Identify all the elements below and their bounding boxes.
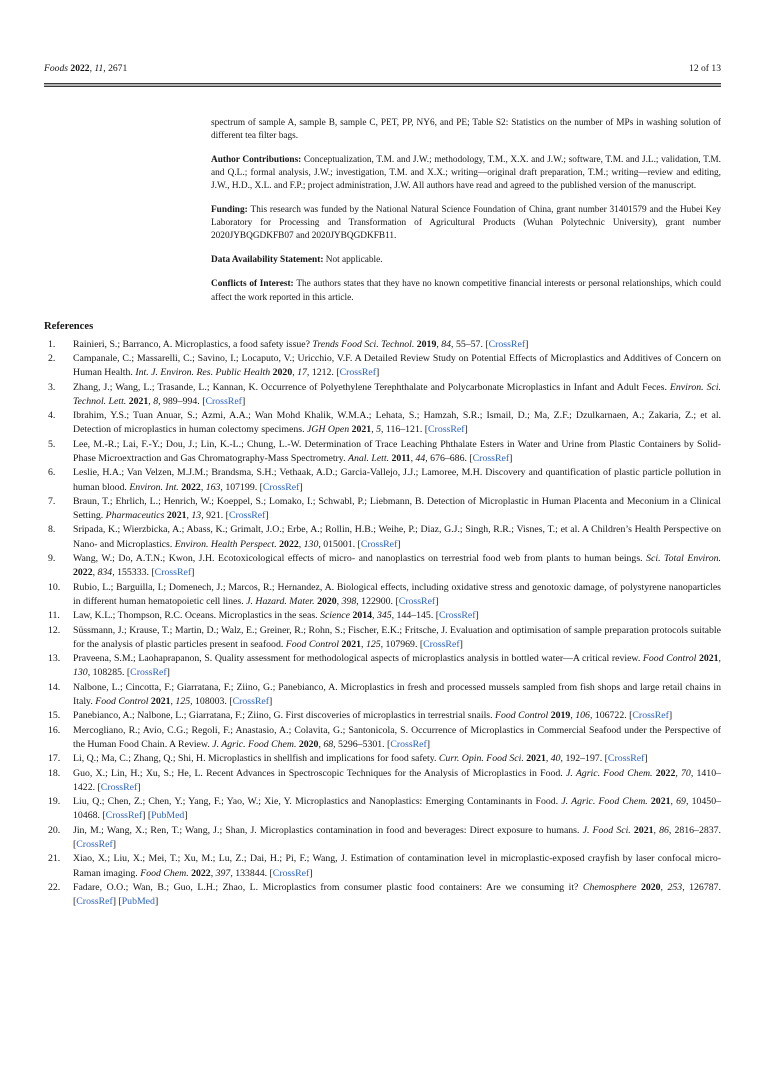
crossref-link[interactable]: CrossRef [272, 867, 310, 879]
reference-item [44, 409, 721, 438]
reference-number: 15. [48, 710, 61, 722]
text-segment: JGH Open [306, 424, 352, 436]
reference-number: 4. [48, 410, 56, 422]
text-segment: ] [112, 839, 116, 851]
text-segment: Nalbone, L.; Cincotta, F.; Giarratana, F.; Ziino, G.; Panebianco, A. Microplastics in fresh and processed mussels sampled from fish shops and large retail chains in Italy. [73, 681, 721, 708]
reference-text [73, 523, 721, 552]
crossref-link[interactable]: CrossRef [423, 638, 460, 650]
text-segment: , 108003. [ [190, 696, 233, 708]
crossref-link[interactable]: CrossRef [228, 510, 266, 522]
reference-number: 20. [48, 824, 61, 836]
text-segment: ] [397, 538, 401, 550]
supplementary-note [211, 117, 721, 143]
reference-number: 17. [48, 753, 61, 765]
text-segment: 40 [550, 753, 561, 765]
text-segment: , 676–686. [ [425, 453, 473, 464]
text-segment: ] [299, 481, 303, 493]
text-segment: Curr. Opin. Food Sci. [438, 753, 527, 765]
text-segment: Int. J. Environ. Res. Public Health [135, 367, 273, 379]
text-segment: Food Control [495, 710, 551, 722]
reference-text [73, 709, 721, 723]
reference-number: 6. [48, 467, 56, 479]
text-segment: 84 [441, 338, 452, 350]
text-segment: , 5296–5301. [ [333, 738, 391, 750]
crossref-link[interactable]: CrossRef [632, 710, 669, 722]
crossref-link[interactable]: CrossRef [105, 810, 143, 822]
text-segment: ] [464, 424, 468, 436]
text-segment: Sripada, K.; Wierzbicka, A.; Abass, K.; Grimalt, J.O.; Erbe, A.; Rollin, H.B.; Weihe, P.; Diaz, G.J.; Singh, R.R.; Visnes, T.; et al. A Children’s Health Perspective on Nano- and Microplastics. [73, 524, 721, 550]
crossref-link[interactable]: CrossRef [205, 395, 242, 407]
crossref-link[interactable]: CrossRef [232, 696, 270, 708]
reference-item [44, 881, 721, 910]
text-segment: 397 [215, 867, 231, 879]
text-segment: , 122900. [ [356, 595, 399, 607]
text-segment: , 2816–2837. [ [73, 824, 721, 851]
text-segment: , [361, 638, 366, 650]
reference-number: 19. [48, 796, 61, 808]
text-segment: 2020 [640, 881, 661, 893]
text-segment: Environ. Int. [129, 481, 182, 493]
reference-number: 5. [48, 438, 56, 450]
pubmed-link[interactable]: PubMed [151, 810, 185, 822]
text-segment: Not applicable. [325, 255, 383, 266]
text-segment: 398 [341, 595, 357, 607]
text-segment: J. Agric. Food Chem. [561, 796, 651, 808]
text-segment: , 2671 [103, 63, 128, 74]
text-segment: 8 [153, 395, 159, 407]
reference-text [73, 752, 721, 766]
reference-text [73, 581, 721, 610]
text-segment: 2020 [298, 738, 319, 750]
text-segment: 2021 [633, 824, 654, 836]
reference-text [73, 552, 721, 581]
text-segment: , 126787. [ [73, 881, 721, 908]
text-segment: ] [191, 567, 195, 579]
text-segment: 130 [73, 667, 88, 679]
text-segment: Rubio, L.; Barguilla, I.; Domenech, J.; Marcos, R.; Hernandez, A. Biological effects, including oxidative stress and genotoxic damage, of polystyrene nanoparticles in different human hematopoietic cell lines. [73, 581, 721, 607]
text-segment: Author Contributions: [211, 154, 304, 165]
text-segment: , 989–994. [ [158, 395, 206, 407]
reference-number: 22. [48, 881, 61, 893]
text-segment: 11 [94, 63, 104, 74]
data-availability-note [211, 254, 721, 267]
text-segment: 2022 [279, 538, 299, 550]
reference-item [44, 852, 721, 881]
reference-text [73, 824, 721, 853]
text-segment: Guo, X.; Lin, H.; Xu, S.; He, L. Recent Advances in Spectroscopic Techniques for the Analysis of Microplastics in Food. [73, 767, 566, 779]
references-list [44, 338, 721, 910]
text-segment: Panebianco, A.; Nalbone, L.; Giarratana, F.; Ziino, G. First discoveries of microplastics in terrestrial snails. [73, 710, 496, 722]
reference-number: 13. [48, 653, 61, 665]
reference-item [44, 552, 721, 581]
text-segment: 70 [681, 767, 691, 779]
reference-item [44, 624, 721, 653]
text-segment: Braun, T.; Ehrlich, L.; Henrich, W.; Koeppel, S.; Lomako, I.; Schwabl, P.; Liebmann, B. Detection of Microplastic in Human Placenta and Meconium in a Clinical Setting. [73, 495, 721, 522]
text-segment: , [718, 653, 721, 665]
reference-number: 1. [48, 338, 56, 350]
page-content [44, 0, 721, 910]
text-segment: J. Agric. Food Chem. [565, 767, 656, 779]
reference-number: 8. [48, 524, 56, 536]
crossref-link[interactable]: CrossRef [428, 424, 465, 436]
text-segment: , [92, 567, 98, 579]
text-segment: Liu, Q.; Chen, Z.; Chen, Y.; Yang, F.; Yao, W.; Xie, Y. Microplastics and Nanoplastics: Emerging Contaminants in Food. [73, 796, 562, 808]
text-segment: ] [309, 867, 313, 879]
text-segment: Zhang, J.; Wang, L.; Trasande, L.; Kannan, K. Occurrence of Polyethylene Terephthalate and Polycarbonate Microplastics in Infant and Adult Feces. [73, 381, 670, 393]
text-segment: ] [644, 753, 648, 765]
text-segment: Conflicts of Interest: [211, 279, 297, 290]
reference-item [44, 609, 721, 623]
crossref-link[interactable]: CrossRef [607, 753, 645, 765]
text-segment: 2019 [550, 710, 571, 722]
text-segment: 68 [323, 738, 334, 750]
text-segment: Law, K.L.; Thompson, R.C. Oceans. Microplastics in the seas. [73, 610, 321, 622]
text-segment: 125 [365, 638, 381, 650]
text-segment: , [371, 424, 377, 436]
reference-text [73, 724, 721, 753]
text-segment: Food Control [285, 638, 342, 650]
crossref-link[interactable]: CrossRef [472, 453, 510, 464]
crossref-link[interactable]: CrossRef [130, 667, 167, 679]
reference-text [73, 381, 721, 410]
reference-number: 7. [48, 495, 56, 507]
text-segment: Campanale, C.; Massarelli, C.; Savino, I.; Locaputo, V.; Uricchio, V.F. A Detailed Review Study on Potential Effects of Microplastics and Additives of Concern on Human Health. [73, 352, 721, 379]
crossref-link[interactable]: CrossRef [100, 781, 138, 793]
reference-item [44, 495, 721, 524]
text-segment: The authors states that they have no known competitive financial interests or personal relationships, which could affect the work reported in this article. [211, 279, 721, 303]
text-segment: 69 [676, 796, 686, 808]
text-segment: Leslie, H.A.; Van Velzen, M.J.M.; Brandsma, S.H.; Vethaak, A.D.; Garcia-Vallejo, J.J.; Lamoree, M.H. Discovery and quantification of plastic particle pollution in human blood. [73, 467, 721, 493]
text-segment: , [170, 696, 176, 708]
text-segment: Jin, M.; Wang, X.; Ren, T.; Wang, J.; Shan, J. Microplastics contamination in food and beverages: Direct exposure to humans. [73, 824, 583, 836]
reference-item [44, 352, 721, 381]
text-segment: , [336, 595, 342, 607]
reference-item [44, 466, 721, 495]
text-segment: , [200, 481, 206, 493]
crossref-link[interactable]: CrossRef [360, 538, 398, 550]
text-segment: , 133844. [ [230, 867, 273, 879]
reference-number: 2. [48, 352, 56, 364]
text-segment: ] [426, 738, 431, 750]
text-segment: , [298, 538, 304, 550]
reference-text [73, 795, 721, 824]
text-segment: , 192–197. [ [560, 753, 608, 765]
reference-number: 11. [48, 610, 60, 622]
text-segment: ] [241, 395, 246, 407]
text-segment: J. Food Sci. [582, 824, 634, 836]
crossref-link[interactable]: CrossRef [154, 567, 192, 579]
text-segment: 345 [376, 610, 392, 622]
conflicts-note [211, 278, 721, 304]
reference-text [73, 681, 721, 710]
text-segment: 2011 [391, 453, 411, 464]
crossref-link[interactable]: CrossRef [262, 481, 300, 493]
text-segment: 2022 [655, 767, 676, 779]
reference-item [44, 752, 721, 766]
text-segment: Environ. Health Perspect. [174, 538, 280, 550]
crossref-link[interactable]: CrossRef [398, 595, 436, 607]
text-segment: 2022 [70, 63, 90, 74]
text-segment: , 1212. [ [306, 367, 340, 379]
text-segment: 163 [205, 481, 221, 493]
text-segment: 5 [376, 424, 382, 436]
reference-text [73, 495, 721, 524]
reference-item [44, 438, 721, 467]
reference-number: 18. [48, 767, 61, 779]
crossref-link[interactable]: CrossRef [439, 610, 476, 622]
text-segment: , 1410–1422. [ [73, 767, 722, 793]
text-segment: Mercogliano, R.; Avio, C.G.; Regoli, F.; Anastasio, A.; Colavita, G.; Santonicola, S. Occurrence of Microplastics in Commercial Seafood under the Perspective of the Human Food Chain. A Review. [73, 724, 721, 750]
text-segment: 2021 [351, 424, 372, 436]
text-segment: J. Agric. Food Chem. [212, 738, 299, 750]
text-segment: , [410, 453, 416, 464]
text-segment: J. Hazard. Mater. [246, 595, 318, 607]
crossref-link[interactable]: CrossRef [76, 839, 113, 851]
text-segment: , [148, 395, 154, 407]
text-segment: Süssmann, J.; Krause, T.; Martin, D.; Walz, E.; Greiner, R.; Rohn, S.; Fischer, E.K.; Fritsche, J. Evaluation and optimisation of sample preparation protocols suitable for the analysis of plastic particles present in seafood. [73, 624, 721, 650]
text-segment: 17 [297, 367, 307, 379]
reference-text [73, 609, 721, 623]
text-segment: 125 [175, 696, 191, 708]
text-segment: 2019 [416, 338, 437, 350]
text-segment: , [89, 63, 95, 74]
text-segment: 2021 [650, 796, 671, 808]
text-segment: 2022 [191, 867, 211, 879]
crossref-link[interactable]: CrossRef [390, 738, 427, 750]
text-segment: 2021 [150, 696, 171, 708]
text-segment: Food Chem. [140, 867, 192, 879]
reference-text [73, 409, 721, 438]
text-segment: 44 [415, 453, 426, 464]
reference-text [73, 466, 721, 495]
crossref-link[interactable]: CrossRef [76, 896, 113, 908]
text-segment: This research was funded by the National Natural Science Foundation of China, grant number 31401579 and the Hubei Key Laboratory for Processing and Transformation of Agricultural Products (Wuhan Polytechnic University), grant number 2020JYBQGDKFB07 and 2020JYBQGDKFB11. [211, 205, 721, 242]
text-segment: 2021 [341, 638, 362, 650]
text-segment: , [545, 753, 551, 765]
text-segment: ] [668, 710, 673, 722]
reference-number: 16. [48, 724, 61, 736]
text-segment: , 108285. [ [87, 667, 131, 679]
text-segment: 13 [191, 510, 202, 522]
text-segment: Foods [44, 63, 71, 74]
text-segment: Li, Q.; Ma, C.; Zhang, Q.; Shi, H. Microplastics in shellfish and implications for food safety. [73, 753, 439, 765]
text-segment: , 144–145. [ [391, 610, 439, 622]
text-segment: ] [525, 338, 529, 350]
text-segment: , 015001. [ [318, 538, 361, 550]
text-segment: 834 [97, 567, 113, 579]
reference-text [73, 881, 721, 910]
text-segment: ] [ [142, 810, 152, 822]
reference-item [44, 824, 721, 853]
text-segment: ] [509, 453, 513, 464]
text-segment: 2021 [526, 753, 546, 765]
text-segment: , [210, 867, 216, 879]
text-segment: , 106722. [ [589, 710, 633, 722]
text-segment: Trends Food Sci. Technol. [312, 338, 417, 350]
reference-item [44, 709, 721, 723]
text-segment: 130 [303, 538, 319, 550]
reference-item [44, 381, 721, 410]
text-segment: ] [184, 810, 188, 822]
reference-text [73, 767, 721, 796]
text-segment: ] [475, 610, 479, 622]
author-contributions-note [211, 154, 721, 193]
text-segment: Fadare, O.O.; Wan, B.; Guo, L.H.; Zhao, L. Microplastics from consumer plastic food containers: Are we consuming it? [73, 881, 583, 893]
reference-text [73, 352, 721, 381]
text-segment: ] [459, 638, 463, 650]
reference-number: 12. [48, 624, 61, 636]
text-segment: Chemosphere [582, 881, 641, 893]
text-segment: Xiao, X.; Liu, X.; Mei, T.; Xu, M.; Lu, Z.; Dai, H.; Pi, F.; Wang, J. Estimation of contamination level in microplastic-exposed crayfish by laser confocal micro-Raman imaging. [73, 853, 721, 879]
reference-item [44, 581, 721, 610]
notes-section [211, 117, 721, 305]
text-segment: 2022 [181, 481, 201, 493]
reference-text [73, 852, 721, 881]
text-segment: , 921. [ [201, 510, 229, 522]
text-segment: 2020 [317, 595, 337, 607]
text-segment: 253 [667, 881, 683, 893]
text-segment: Lee, M.-R.; Lai, F.-Y.; Dou, J.; Lin, K.-L.; Chung, L.-W. Determination of Trace Leaching Phthalate Esters in Water and Urine from Plastic Containers by Solid-Phase Microextraction and Gas Chromatography-Mass Spectrometry. [73, 438, 721, 464]
header-divider [44, 83, 721, 87]
text-segment: spectrum of sample A, sample B, sample C, PET, PP, NY6, and PE; Table S2: Statistics on the number of MPs in washing solution of different tea filter bags. [211, 117, 721, 141]
text-segment: , [660, 881, 668, 893]
text-segment: , [186, 510, 192, 522]
text-segment: Wang, W.; Do, A.T.N.; Kwon, J.H. Ecotoxicological effects of micro- and nanoplastics on terrestrial food web from plants to human beings. [73, 553, 647, 565]
crossref-link[interactable]: CrossRef [488, 338, 526, 350]
text-segment: , [318, 738, 324, 750]
reference-number: 14. [48, 681, 61, 693]
pubmed-link[interactable]: PubMed [121, 896, 155, 908]
text-segment: , [670, 796, 677, 808]
text-segment: ] [166, 667, 170, 679]
text-segment: Pharmaceutics [105, 510, 167, 522]
text-segment: , [372, 610, 377, 622]
text-segment: Conceptualization, T.M. and J.W.; methodology, T.M., X.X. and J.W.; software, T.M. and J.L.; validation, T.M. and Q.L.; formal analysis, J.W.; investigation, T.M. and X.X.; writing—original draft preparation, T.M.; writing—review and editing, J.W., H.D., X.L. and F.P.; project administration, J.W. All authors have read and agreed to the published version of the manuscript. [211, 154, 721, 191]
text-segment: Environ. Sci. Technol. Lett. [73, 381, 722, 407]
text-segment: Sci. Total Environ. [646, 553, 721, 565]
reference-item [44, 795, 721, 824]
text-segment: , [675, 767, 682, 779]
text-segment: Anal. Lett. [347, 453, 392, 464]
text-segment: , 107969. [ [380, 638, 424, 650]
text-segment: 2014 [352, 610, 373, 622]
text-segment: ] [269, 696, 273, 708]
text-segment: ] [376, 367, 380, 379]
running-header [44, 0, 721, 74]
funding-note [211, 204, 721, 243]
reference-number: 9. [48, 553, 56, 565]
text-segment: , [570, 710, 576, 722]
text-segment: 106 [575, 710, 590, 722]
text-segment: , 107199. [ [220, 481, 263, 493]
text-segment: Food Control [642, 653, 699, 665]
text-segment: Data Availability Statement: [211, 255, 326, 266]
text-segment: 2020 [272, 367, 293, 379]
text-segment: Science [320, 610, 353, 622]
text-segment: , 55–57. [ [451, 338, 489, 350]
text-segment: 2022 [73, 567, 93, 579]
reference-item [44, 523, 721, 552]
reference-text [73, 652, 721, 681]
page-number: 12 of 13 [689, 63, 721, 74]
reference-text [73, 338, 721, 352]
journal-citation [44, 63, 127, 74]
text-segment: ] [137, 781, 141, 793]
reference-text [73, 624, 721, 653]
text-segment: ] [435, 595, 439, 607]
reference-item [44, 724, 721, 753]
text-segment: ] [154, 896, 159, 908]
text-segment: , [653, 824, 660, 836]
text-segment: ] [265, 510, 269, 522]
reference-text [73, 438, 721, 467]
reference-number: 10. [48, 581, 61, 593]
text-segment: 2021 [166, 510, 187, 522]
reference-item [44, 767, 721, 796]
text-segment: , [292, 367, 298, 379]
text-segment: Rainieri, S.; Barranco, A. Microplastics, a food safety issue? [73, 338, 313, 350]
text-segment: Praveena, S.M.; Laohaprapanon, S. Quality assessment for methodological aspects of microplastics analysis in bottled water—A critical review. [73, 653, 643, 665]
reference-number: 3. [48, 381, 56, 393]
text-segment: Funding: [211, 205, 251, 216]
text-segment: 86 [659, 824, 669, 836]
text-segment: ] [ [112, 896, 122, 908]
reference-number: 21. [48, 853, 61, 865]
crossref-link[interactable]: CrossRef [339, 367, 377, 379]
reference-item [44, 338, 721, 352]
references-heading: References [44, 320, 94, 332]
text-segment: Ibrahim, Y.S.; Tuan Anuar, S.; Azmi, A.A.; Wan Mohd Khalik, W.M.A.; Lehata, S.; Hamzah, S.R.; Ismail, D.; Ma, Z.F.; Dzulkarnaen, A.; Zakaria, Z.; et al. Detection of microplastics in human colectomy specimens. [73, 410, 721, 436]
text-segment: Food Control [95, 696, 151, 708]
text-segment: 2021 [128, 395, 149, 407]
text-segment: , 10450–10468. [ [73, 796, 721, 822]
text-segment: , 116–121. [ [381, 424, 429, 436]
reference-item [44, 681, 721, 710]
text-segment: , [436, 338, 442, 350]
text-segment: , 155333. [ [112, 567, 155, 579]
text-segment: 2021 [698, 653, 719, 665]
reference-item [44, 652, 721, 681]
